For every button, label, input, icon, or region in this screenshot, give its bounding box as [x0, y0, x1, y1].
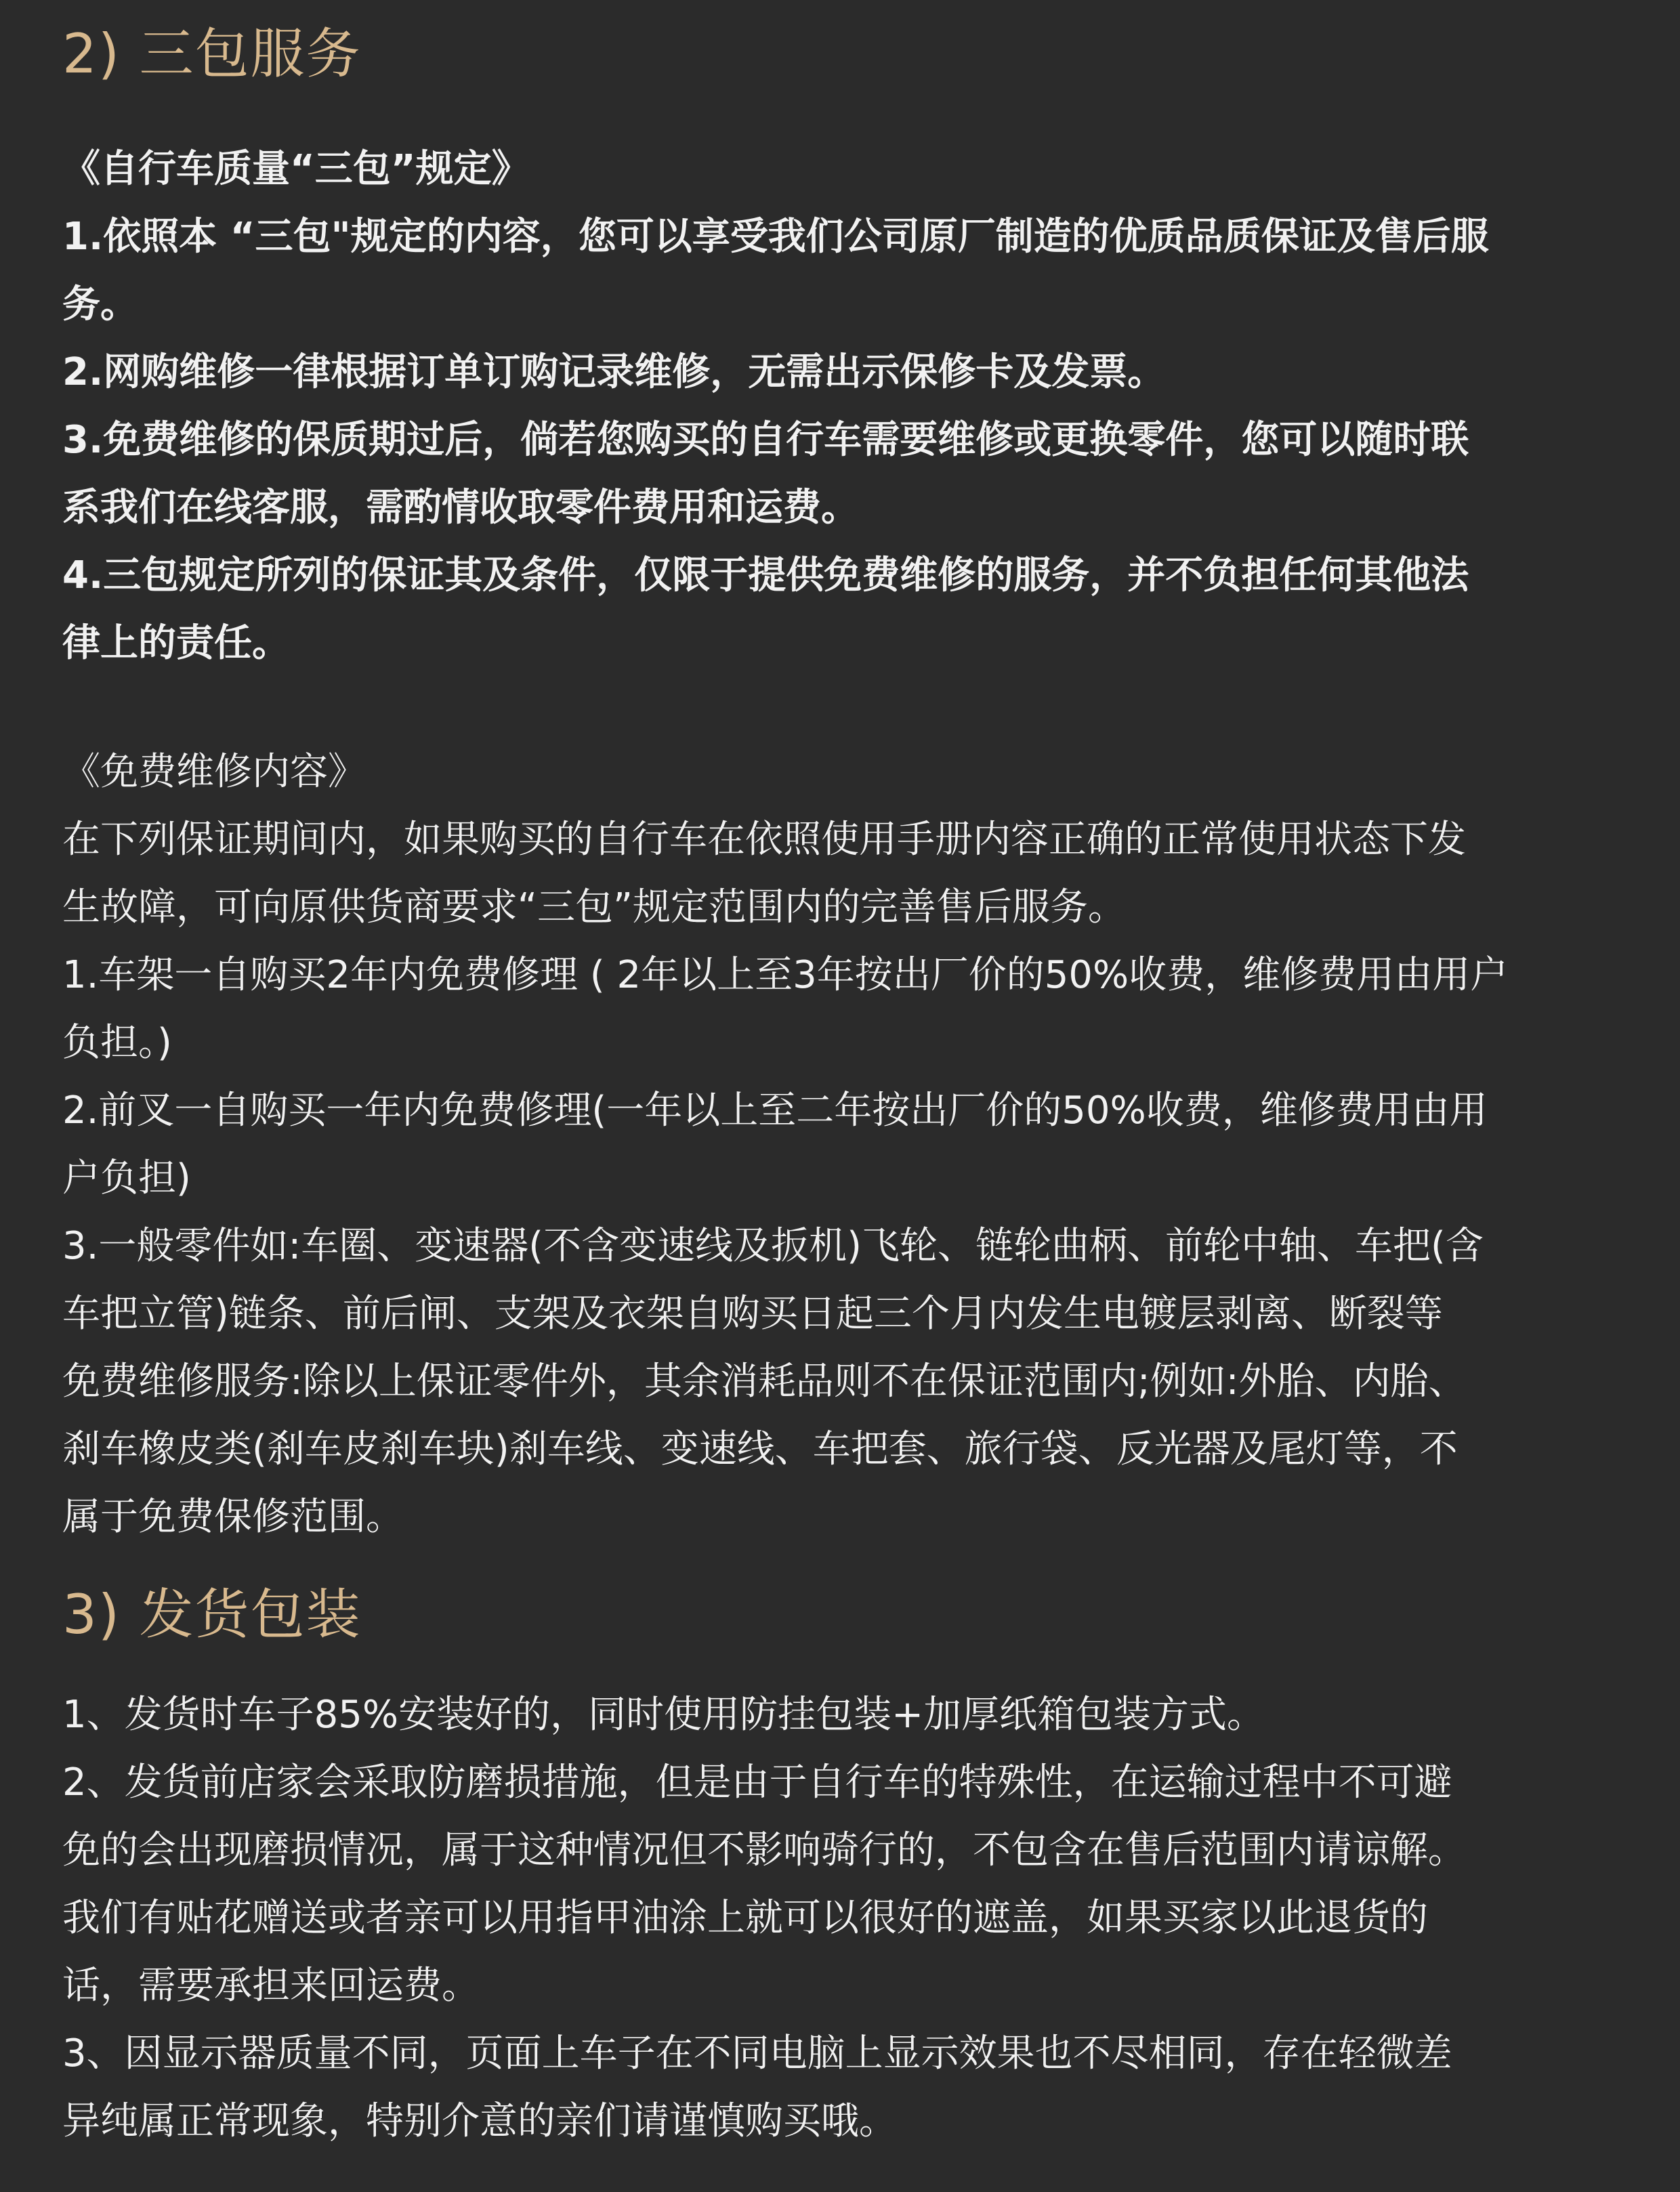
shipping-line: 2、发货前店家会采取防磨损措施，但是由于自行车的特殊性，在运输过程中不可避 [62, 1761, 1452, 1805]
free-repair-line: 3.一般零件如:车圈、变速器(不含变速线及扳机)飞轮、链轮曲柄、前轮中轴、车把(含 [62, 1224, 1484, 1268]
section-heading-warranty: 2) 三包服务 [62, 22, 362, 85]
shipping-line: 1、发货时车子85%安装好的，同时使用防挂包装+加厚纸箱包装方式。 [62, 1693, 1265, 1737]
rules-line: 1.依照本 “三包"规定的内容，您可以享受我们公司原厂制造的优质品质保证及售后服 [62, 215, 1489, 259]
free-repair-line: 车把立管)链条、前后闸、支架及衣架自购买日起三个月内发生电镀层剥离、断裂等 [62, 1292, 1443, 1336]
free-repair-line: 2.前叉一自购买一年内免费修理(一年以上至二年按出厂价的50%收费，维修费用由用 [62, 1089, 1488, 1133]
free-repair-line: 负担。) [62, 1021, 172, 1065]
free-repair-line: 在下列保证期间内，如果购买的自行车在依照使用手册内容正确的正常使用状态下发 [62, 818, 1466, 862]
free-repair-line: 户负担) [62, 1156, 191, 1200]
rules-line: 务。 [62, 282, 138, 326]
free-repair-line: 刹车橡皮类(刹车皮刹车块)刹车线、变速线、车把套、旅行袋、反光器及尾灯等，不 [62, 1427, 1458, 1471]
free-repair-line: 免费维修服务:除以上保证零件外，其余消耗品则不在保证范围内;例如:外胎、内胎、 [62, 1360, 1467, 1404]
shipping-line: 我们有贴花赠送或者亲可以用指甲油涂上就可以很好的遮盖，如果买家以此退货的 [62, 1896, 1428, 1940]
rules-line: 3.免费维修的保质期过后，倘若您购买的自行车需要维修或更换零件，您可以随时联 [62, 418, 1469, 462]
shipping-block [62, 1681, 1647, 2155]
shipping-line: 话，需要承担来回运费。 [62, 1964, 480, 2008]
shipping-line: 免的会出现磨损情况，属于这种情况但不影响骑行的，不包含在售后范围内请谅解。 [62, 1828, 1466, 1872]
section-heading-shipping: 3) 发货包装 [62, 1583, 362, 1646]
rules-line: 系我们在线客服，需酌情收取零件费用和运费。 [62, 486, 859, 530]
free-repair-line: 1.车架一自购买2年内免费修理 ( 2年以上至3年按出厂价的50%收费，维修费用由用户 [62, 953, 1509, 997]
rules-title: 《自行车质量“三包”规定》 [62, 147, 530, 191]
free-repair-block [62, 738, 1647, 1551]
rules-line: 律上的责任。 [62, 621, 290, 665]
free-repair-title: 《免费维修内容》 [62, 750, 366, 794]
rules-line: 4.三包规定所列的保证其及条件，仅限于提供免费维修的服务，并不负担任何其他法 [62, 553, 1469, 597]
warranty-rules-block [62, 135, 1647, 677]
shipping-line: 异纯属正常现象，特别介意的亲们请谨慎购买哦。 [62, 2099, 897, 2143]
free-repair-line: 属于免费保修范围。 [62, 1495, 404, 1539]
shipping-line: 3、因显示器质量不同，页面上车子在不同电脑上显示效果也不尽相同，存在轻微差 [62, 2031, 1452, 2075]
rules-line: 2.网购维修一律根据订单订购记录维修，无需出示保修卡及发票。 [62, 350, 1166, 394]
free-repair-line: 生故障，可向原供货商要求“三包”规定范围内的完善售后服务。 [62, 885, 1127, 929]
